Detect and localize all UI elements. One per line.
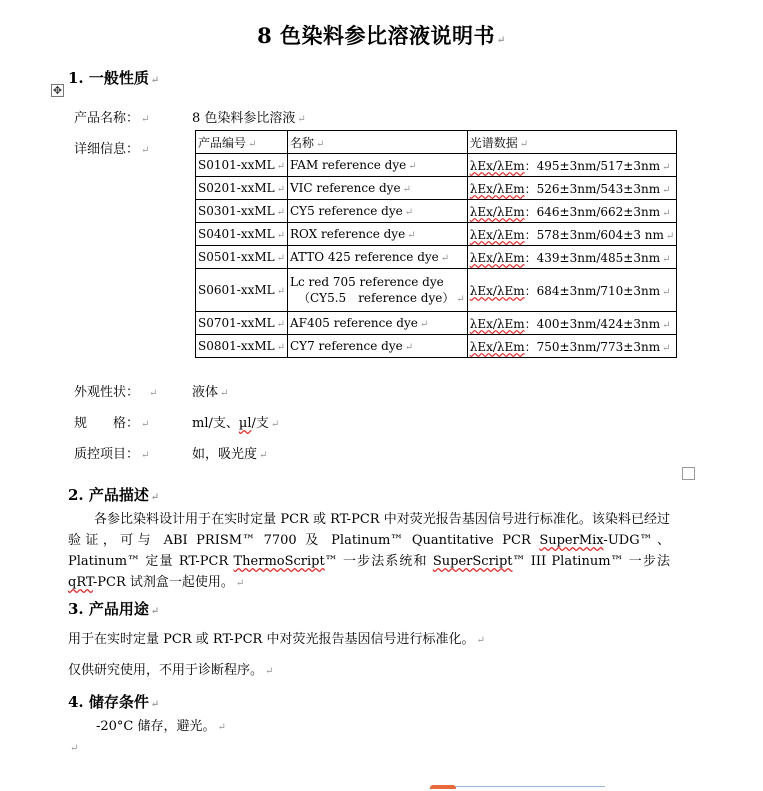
anchor-box xyxy=(682,467,695,480)
cell-spectrum: λEx/λEm：526±3nm/543±3nm ↵ xyxy=(467,177,677,200)
section-heading-general: 1. 一般性质 ↵ xyxy=(68,69,160,87)
table-row xyxy=(196,154,677,177)
bottom-divider xyxy=(455,786,605,787)
cell-code: S0101-xxML ↵ xyxy=(196,154,288,177)
table-move-handle-icon[interactable]: ✥ xyxy=(52,84,63,97)
cell-spectrum: λEx/λEm：495±3nm/517±3nm ↵ xyxy=(467,154,677,177)
cell-code: S0301-xxML ↵ xyxy=(196,200,288,223)
appearance-label: 外观性状： ↵ xyxy=(74,385,158,400)
table-row xyxy=(196,200,677,223)
details-label: 详细信息： ↵ xyxy=(74,142,150,157)
document-title: 8 色染料参比溶液说明书 ↵ xyxy=(257,23,506,48)
cell-code: S0701-xxML ↵ xyxy=(196,312,288,335)
section-heading-usage: 3. 产品用途 ↵ xyxy=(68,600,160,618)
cell-spectrum: λEx/λEm：646±3nm/662±3nm ↵ xyxy=(467,200,677,223)
table-row xyxy=(196,269,677,312)
table-row xyxy=(196,335,677,358)
cell-name: ROX reference dye ↵ xyxy=(288,223,468,246)
cell-name: CY5 reference dye ↵ xyxy=(288,200,468,223)
usage-line-2: 仅供研究使用，不用于诊断程序。 ↵ xyxy=(68,663,274,678)
cell-spectrum: λEx/λEm：400±3nm/424±3nm ↵ xyxy=(467,312,677,335)
empty-paragraph: ↵ xyxy=(70,743,79,754)
cell-spectrum: λEx/λEm：439±3nm/485±3nm ↵ xyxy=(467,246,677,269)
cell-code: S0601-xxML ↵ xyxy=(196,269,288,312)
section-heading-storage: 4. 储存条件 ↵ xyxy=(68,693,160,711)
table-row xyxy=(196,223,677,246)
header-name: 名称 ↵ xyxy=(288,131,468,154)
cell-spectrum: λEx/λEm：750±3nm/773±3nm ↵ xyxy=(467,335,677,358)
section-heading-description: 2. 产品描述 ↵ xyxy=(68,486,160,504)
description-paragraph: 各参比染料设计用于在实时定量 PCR 或 RT-PCR 中对荧光报告基因信号进行标准化。该染料已经过验证，可与 ABI PRISM™ 7700 及 Platinum™ Quantitative PCR SuperMix-UDG™、Platinum™ 定量 RT-PCR ThermoScript™ 一步法系统和 SuperScript™ III Platinum™ 一步法 qRT-PCR 试剂盒一起使用。 ↵ xyxy=(68,512,670,590)
cell-spectrum: λEx/λEm：578±3nm/604±3 nm ↵ xyxy=(467,223,677,246)
qc-label: 质控项目： ↵ xyxy=(74,447,150,462)
table-row xyxy=(196,246,677,269)
usage-line-1: 用于在实时定量 PCR 或 RT-PCR 中对荧光报告基因信号进行标准化。 ↵ xyxy=(68,632,485,647)
cell-code: S0801-xxML ↵ xyxy=(196,335,288,358)
decorative-mark xyxy=(430,785,456,789)
table-row xyxy=(196,312,677,335)
cell-name: AF405 reference dye ↵ xyxy=(288,312,468,335)
table-header-row xyxy=(196,131,677,154)
product-name-value: 8 色染料参比溶液 ↵ xyxy=(192,111,306,126)
cell-name: CY7 reference dye ↵ xyxy=(288,335,468,358)
spec-value: ml/支、µl/支 ↵ xyxy=(192,416,280,431)
product-name-label: 产品名称： ↵ xyxy=(74,111,150,126)
header-code: 产品编号 ↵ xyxy=(196,131,288,154)
header-spectrum: 光谱数据 ↵ xyxy=(467,131,677,154)
spec-table xyxy=(195,130,677,358)
cell-name: ATTO 425 reference dye ↵ xyxy=(288,246,468,269)
cell-name: FAM reference dye ↵ xyxy=(288,154,468,177)
appearance-value: 液体 ↵ xyxy=(192,385,229,400)
cell-name: VIC reference dye ↵ xyxy=(288,177,468,200)
cell-code: S0201-xxML ↵ xyxy=(196,177,288,200)
spec-label: 规 格： ↵ xyxy=(74,416,150,431)
table-row xyxy=(196,177,677,200)
cell-name: Lc red 705 reference dye （CY5.5 reference dye） ↵ xyxy=(288,269,468,312)
cell-code: S0401-xxML ↵ xyxy=(196,223,288,246)
storage-line: -20°C 储存，避光。 ↵ xyxy=(96,719,226,734)
cell-code: S0501-xxML ↵ xyxy=(196,246,288,269)
cell-spectrum: λEx/λEm：684±3nm/710±3nm ↵ xyxy=(467,269,677,312)
qc-value: 如，吸光度 ↵ xyxy=(192,447,268,462)
